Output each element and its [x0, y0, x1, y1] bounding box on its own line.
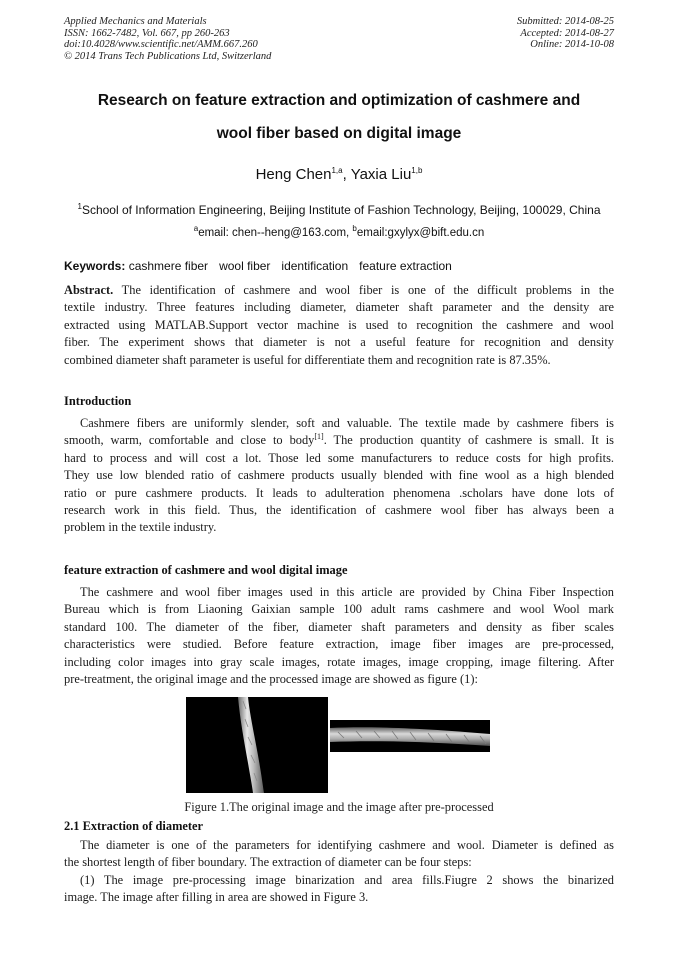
section-heading-extraction-of-diameter: 2.1 Extraction of diameter	[64, 819, 204, 833]
keyword: identification	[281, 259, 349, 273]
figure-1-caption: Figure 1.The original image and the image after pre-processed	[184, 800, 494, 814]
citation-ref[interactable]: [1]	[314, 432, 324, 442]
journal-header-right	[517, 16, 614, 51]
journal-doi[interactable]: doi:10.4028/www.scientific.net/AMM.667.260	[64, 39, 258, 50]
email-mark: b	[352, 224, 357, 234]
email-link[interactable]: email: chen--heng@163.com,	[198, 227, 353, 239]
date-online: Online: 2014-10-08	[530, 39, 614, 50]
abstract-label: Abstract.	[64, 283, 114, 297]
author-separator: ,	[342, 166, 351, 183]
figure-original-fiber-image	[186, 697, 328, 793]
section-heading-introduction: Introduction	[64, 394, 132, 408]
abstract-line: combined diameter shaft parameter is useful for differentiate them and recognition rate is 87.35%.	[64, 352, 551, 367]
date-accepted: Accepted: 2014-08-27	[520, 27, 614, 39]
journal-copyright: © 2014 Trans Tech Publications Ltd, Switzerland	[64, 50, 272, 62]
date-submitted: Submitted: 2014-08-25	[516, 16, 614, 27]
introduction-body	[64, 415, 614, 537]
keywords-label: Keywords:	[64, 259, 129, 273]
journal-header-left	[64, 16, 271, 62]
paragraph-line: smooth, warm, comfortable and close to body[1]. The production quantity of cashmere is small. It is	[64, 432, 615, 448]
fiber-horizontal-graphic	[330, 720, 490, 752]
abstract-line: Abstract. The identification of cashmere and wool fiber is one of the difficult problems in the	[64, 283, 614, 297]
paragraph-line: image. The image after filling in area are showed in Figure 3.	[64, 890, 369, 905]
abstract-line: extracted using MATLAB.Support vector machine is used to recognition the cashmere and wool	[64, 317, 614, 332]
affiliation-mark: 1	[77, 202, 82, 211]
paragraph-line: standard 100. The diameter of the fiber, diameter shaft parameters and density as fiber scales	[64, 619, 614, 634]
keywords	[64, 259, 614, 273]
paragraph-line: The diameter is one of the parameters for identifying cashmere and wool. Diameter is defined as	[80, 838, 614, 852]
abstract	[64, 282, 614, 369]
author-affiliation-mark: 1,b	[411, 166, 423, 175]
author-emails	[0, 224, 678, 239]
fiber-vertical-graphic	[186, 697, 328, 793]
paragraph-line: They use low blended ratio of cashmere products usually blended with fine wool as a high blended	[64, 468, 614, 483]
keyword: feature extraction	[359, 259, 452, 273]
keyword: cashmere fiber	[128, 259, 209, 273]
paragraph-line: Bureau which is from Liaoning Gaixian sample 100 adult rams cashmere and wool Wool mark	[64, 602, 614, 617]
affiliation	[0, 203, 678, 217]
paragraph-line: hard to process and will cost a lot. Those led some manufacturers to reduce costs for high profits.	[64, 450, 614, 465]
paragraph-line: (1) The image pre-processing image binarization and area fills.Fiugre 2 shows the binarized	[80, 872, 614, 887]
email-link[interactable]: email:gxylyx@bift.edu.cn	[356, 227, 485, 239]
paragraph-line: Cashmere fibers are uniformly slender, soft and valuable. The textile made by cashmere fibers is	[80, 416, 614, 430]
figure-processed-fiber-image	[330, 720, 490, 752]
section-heading-feature-extraction: feature extraction of cashmere and wool digital image	[64, 563, 348, 577]
abstract-line: fiber. The experiment shows that diameter is not a useful feature for recognition and density	[64, 335, 614, 350]
paragraph-line: research work in this field. Thus, the identification of cashmere wool fiber has always been a	[64, 502, 614, 517]
paper-title-line-1: Research on feature extraction and optimization of cashmere and	[97, 92, 581, 109]
journal-name: Applied Mechanics and Materials	[64, 16, 207, 27]
author-name: Yaxia Liu	[350, 166, 412, 183]
author-affiliation-mark: 1,a	[331, 166, 343, 175]
paragraph-line: including color images into gray scale images, rotate images, image cropping, image filtering. After	[64, 654, 614, 669]
author-name: Heng Chen	[255, 166, 332, 183]
paragraph-line: the shortest length of fiber boundary. The extraction of diameter can be four steps:	[64, 855, 472, 870]
journal-issn: ISSN: 1662-7482, Vol. 667, pp 260-263	[64, 27, 230, 39]
paragraph-line: pre-treatment, the original image and the processed image are showed as figure (1):	[64, 671, 478, 686]
email-mark: a	[193, 224, 199, 234]
paper-title-line-2: wool fiber based on digital image	[216, 125, 462, 142]
paragraph-line: problem in the textile industry.	[64, 520, 217, 535]
affiliation-text: School of Information Engineering, Beijing Institute of Fashion Technology, Beijing, 100029, China	[81, 203, 601, 217]
feature-extraction-body	[64, 584, 614, 688]
abstract-line: textile industry. Three features including diameter, diameter shaft parameter and the density are	[64, 300, 614, 315]
paragraph-line: The cashmere and wool fiber images used in this article are provided by China Fiber Inspection	[80, 585, 614, 599]
paragraph-line: characteristics were studied. Before feature extraction, image fiber images are pre-processed,	[64, 637, 614, 652]
extraction-of-diameter-body	[64, 837, 614, 907]
paragraph-line: ratio or pure cashmere products. It leads to adulteration phenomena .scholars have done lots of	[64, 485, 614, 500]
author-list	[0, 166, 678, 183]
keyword: wool fiber	[219, 259, 271, 273]
